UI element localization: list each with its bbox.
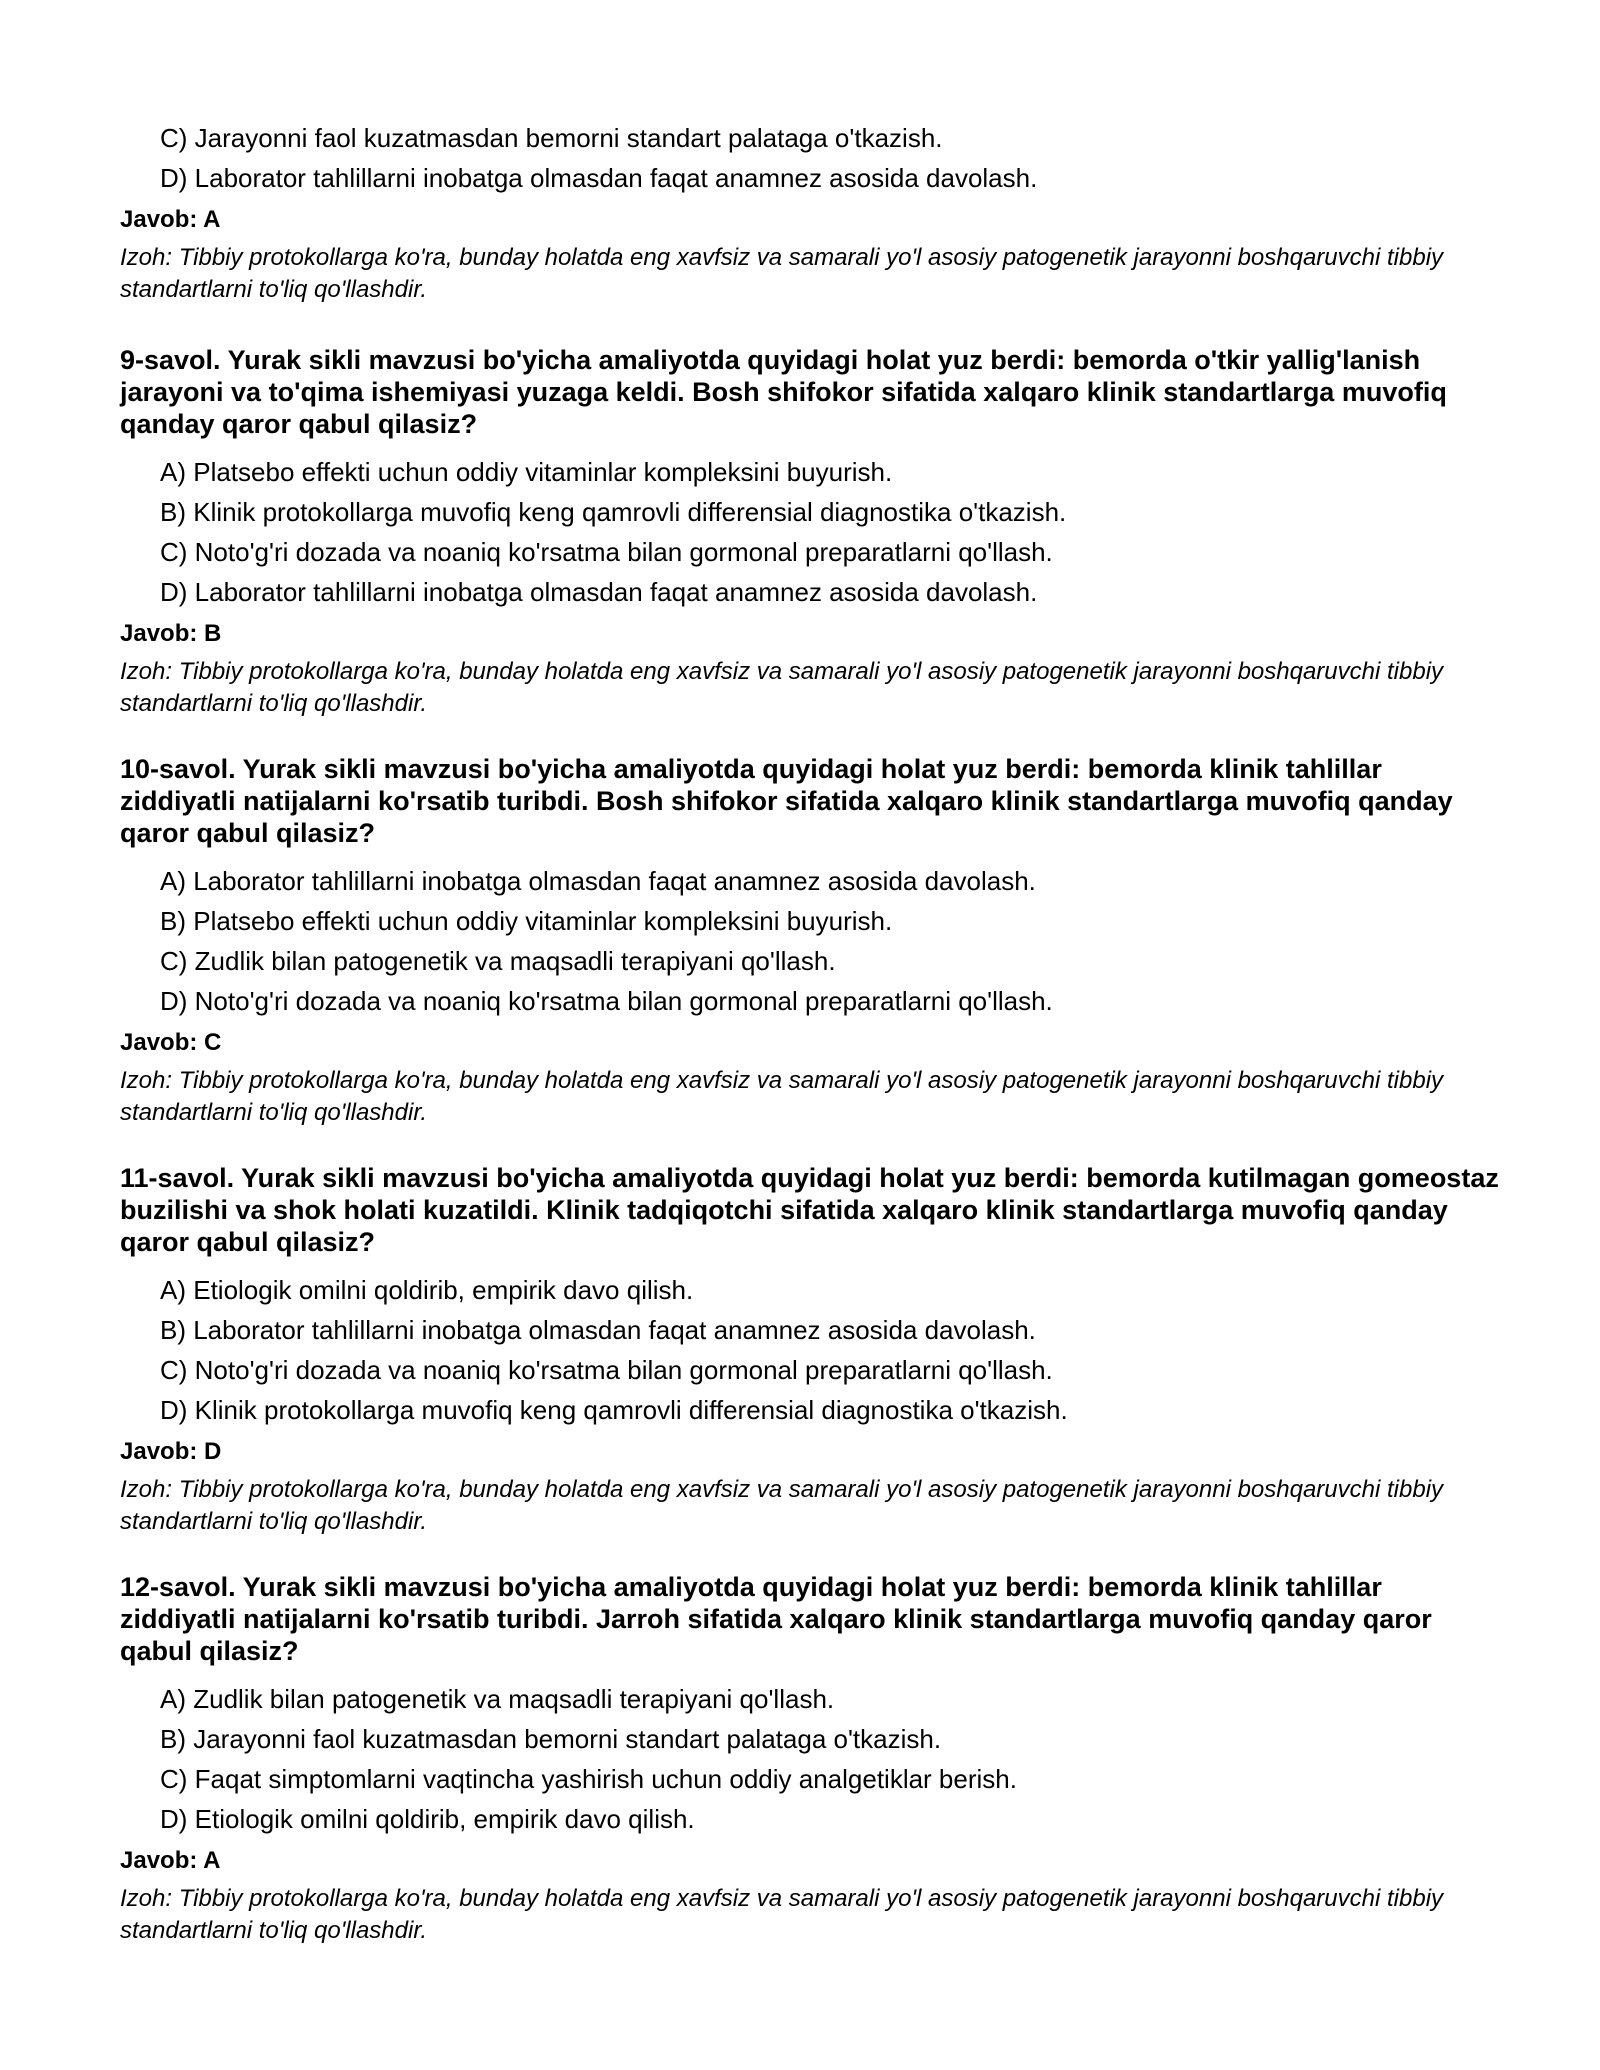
- question-10: [120, 753, 1500, 1129]
- question-text: 12-savol. Yurak sikli mavzusi bo'yicha amaliyotda quyidagi holat yuz berdi: bemorda klinik tahlillar ziddiyatli natijalarni ko'rsatib turibdi. Jarroh sifatida xalqaro klinik standartlarga muvofiq qanday qaror qabul qilasiz?: [120, 1572, 1432, 1666]
- option-b: B) Jarayonni faol kuzatmasdan bemorni standart palataga o'tkazish.: [160, 1724, 942, 1754]
- explanation-note: Izoh: Tibbiy protokollarga ko'ra, bunday holatda eng xavfsiz va samarali yo'l asosiy patogenetik jarayonni boshqaruvchi tibbiy standartlarni to'liq qo'llashdir.: [120, 1885, 1444, 1944]
- option-d: D) Etiologik omilni qoldirib, empirik davo qilish.: [160, 1804, 695, 1834]
- question-8-continued: [120, 118, 1500, 306]
- question-11: [120, 1162, 1500, 1538]
- explanation-note: Izoh: Tibbiy protokollarga ko'ra, bunday holatda eng xavfsiz va samarali yo'l asosiy patogenetik jarayonni boshqaruvchi tibbiy standartlarni to'liq qo'llashdir.: [120, 658, 1444, 717]
- answer-label: Javob: A: [120, 206, 221, 233]
- option-c: C) Noto'g'ri dozada va noaniq ko'rsatma bilan gormonal preparatlarni qo'llash.: [160, 537, 1053, 567]
- answer-label: Javob: A: [120, 1847, 221, 1874]
- explanation-note: Izoh: Tibbiy protokollarga ko'ra, bunday holatda eng xavfsiz va samarali yo'l asosiy patogenetik jarayonni boshqaruvchi tibbiy standartlarni to'liq qo'llashdir.: [120, 244, 1444, 303]
- option-b: B) Laborator tahlillarni inobatga olmasdan faqat anamnez asosida davolash.: [160, 1315, 1036, 1345]
- option-a: A) Laborator tahlillarni inobatga olmasdan faqat anamnez asosida davolash.: [160, 866, 1036, 896]
- question-12: [120, 1571, 1500, 1947]
- answer-label: Javob: D: [120, 1438, 222, 1465]
- explanation-note: Izoh: Tibbiy protokollarga ko'ra, bunday holatda eng xavfsiz va samarali yo'l asosiy patogenetik jarayonni boshqaruvchi tibbiy standartlarni to'liq qo'llashdir.: [120, 1476, 1444, 1535]
- option-d: D) Laborator tahlillarni inobatga olmasdan faqat anamnez asosida davolash.: [160, 577, 1038, 607]
- option-a: A) Platsebo effekti uchun oddiy vitaminlar kompleksini buyurish.: [160, 457, 893, 487]
- question-9: [120, 344, 1500, 720]
- option-c: C) Zudlik bilan patogenetik va maqsadli terapiyani qo'llash.: [160, 946, 836, 976]
- answer-label: Javob: C: [120, 1029, 222, 1056]
- option-a: A) Etiologik omilni qoldirib, empirik davo qilish.: [160, 1275, 694, 1305]
- option-b: B) Klinik protokollarga muvofiq keng qamrovli differensial diagnostika o'tkazish.: [160, 497, 1067, 527]
- explanation-note: Izoh: Tibbiy protokollarga ko'ra, bunday holatda eng xavfsiz va samarali yo'l asosiy patogenetik jarayonni boshqaruvchi tibbiy standartlarni to'liq qo'llashdir.: [120, 1067, 1444, 1126]
- option-c: C) Noto'g'ri dozada va noaniq ko'rsatma bilan gormonal preparatlarni qo'llash.: [160, 1355, 1053, 1385]
- option-c: C) Jarayonni faol kuzatmasdan bemorni standart palataga o'tkazish.: [160, 123, 943, 153]
- option-b: B) Platsebo effekti uchun oddiy vitaminlar kompleksini buyurish.: [160, 906, 893, 936]
- option-d: D) Klinik protokollarga muvofiq keng qamrovli differensial diagnostika o'tkazish.: [160, 1395, 1068, 1425]
- option-c: C) Faqat simptomlarni vaqtincha yashirish uchun oddiy analgetiklar berish.: [160, 1764, 1017, 1794]
- answer-label: Javob: B: [120, 620, 222, 647]
- option-d: D) Noto'g'ri dozada va noaniq ko'rsatma bilan gormonal preparatlarni qo'llash.: [160, 986, 1053, 1016]
- option-a: A) Zudlik bilan patogenetik va maqsadli terapiyani qo'llash.: [160, 1684, 835, 1714]
- question-text: 9-savol. Yurak sikli mavzusi bo'yicha amaliyotda quyidagi holat yuz berdi: bemorda o'tkir yallig'lanish jarayoni va to'qima ishemiyasi yuzaga keldi. Bosh shifokor sifatida xalqaro klinik standartlarga muvofiq qanday qaror qabul qilasiz?: [120, 345, 1447, 439]
- option-d: D) Laborator tahlillarni inobatga olmasdan faqat anamnez asosida davolash.: [160, 163, 1038, 193]
- question-text: 10-savol. Yurak sikli mavzusi bo'yicha amaliyotda quyidagi holat yuz berdi: bemorda klinik tahlillar ziddiyatli natijalarni ko'rsatib turibdi. Bosh shifokor sifatida xalqaro klinik standartlarga muvofiq qanday qaror qabul qilasiz?: [120, 754, 1453, 848]
- question-text: 11-savol. Yurak sikli mavzusi bo'yicha amaliyotda quyidagi holat yuz berdi: bemorda kutilmagan gomeostaz buzilishi va shok holati kuzatildi. Klinik tadqiqotchi sifatida xalqaro klinik standartlarga muvofiq qanday qaror qabul qilasiz?: [120, 1163, 1499, 1257]
